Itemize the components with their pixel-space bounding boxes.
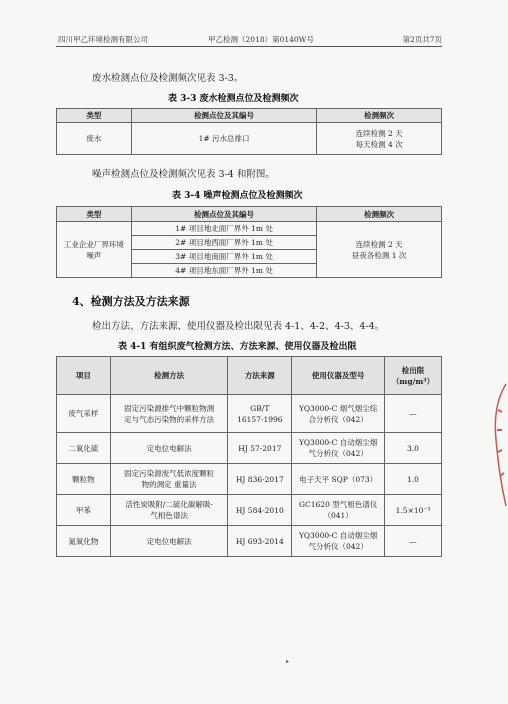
instrument-line-1: YQ3000-C 烟气烟尘综: [298, 403, 378, 413]
cell-instrument: [292, 395, 385, 433]
table-row: [57, 495, 442, 526]
cell-noise-frequency: [317, 222, 442, 278]
table-row: [57, 464, 442, 495]
cell-instrument: 电子天平 SQP（073）: [292, 464, 385, 495]
table-4-1-header-source: 方法来源: [228, 357, 292, 395]
cell-item: 甲苯: [57, 495, 111, 526]
table-3-3-header-point: 检测点位及其编号: [131, 109, 317, 123]
noise-type-line-2: 噪声: [86, 250, 102, 260]
cell-limit: 3.0: [385, 433, 442, 464]
instrument-line-1: YQ3000-C 自动烟尘烟: [298, 438, 378, 447]
cell-limit: —: [385, 526, 442, 557]
header-divider: [56, 46, 442, 47]
noise-frequency-line-2: 昼夜各检测 1 次: [351, 250, 407, 260]
table-4-1-header-method: 检测方法: [110, 357, 228, 395]
method-line-2: 定与气态污染物的采样方法: [124, 414, 215, 424]
table-row: [57, 526, 442, 557]
cell-frequency: [317, 123, 442, 155]
cell-item: 颗粒物: [57, 464, 111, 495]
cell-item: 二氧化硫: [57, 433, 111, 464]
seal-stamp-fragment: [488, 380, 508, 510]
seal-arc-icon: [488, 380, 508, 510]
instrument-line-2: 合分析仪（042）: [308, 414, 368, 424]
table-3-4-caption: 表 3-4 噪声检测点位及检测频次: [172, 191, 303, 201]
table-row: [57, 433, 442, 464]
section-4-intro: 检出方法、方法来源、使用仪器及检出限见表 4-1、4-2、4-3、4-4。: [92, 321, 385, 332]
cell-type: 废水: [57, 123, 132, 155]
limit-header-line-1: 检出限: [401, 365, 425, 375]
cell-point: 3# 项目地南面厂界外 1m 处: [131, 250, 317, 264]
noise-intro: 噪声检测点位及检测频次见表 3-4 和附图。: [92, 169, 275, 180]
frequency-line-2: 每天检测 4 次: [355, 139, 403, 149]
source-line-1: GB/T: [250, 403, 270, 413]
noise-frequency-line-1: 连续检测 2 天: [355, 239, 403, 249]
cell-limit: 1.0: [385, 464, 442, 495]
cell-method: [110, 395, 228, 433]
page-mark-icon: ▸: [286, 658, 290, 665]
cell-item: 废气采样: [57, 395, 111, 433]
cell-limit: 1.5×10⁻³: [385, 495, 442, 526]
cell-source: HJ 57-2017: [228, 433, 292, 464]
table-3-4-header-point: 检测点位及其编号: [131, 207, 317, 222]
method-line-1: 固定污染源排气中颗粒物测: [124, 403, 215, 413]
table-3-3-caption: 表 3-3 废水检测点位及检测频次: [168, 94, 299, 104]
cell-method: 定电位电解法: [110, 526, 228, 557]
instrument-line-2: （041）: [323, 511, 353, 520]
instrument-line-2: 气分析仪（042）: [308, 449, 368, 458]
header-page-number: 第2页共7页: [402, 35, 442, 44]
cell-source: [228, 395, 292, 433]
table-4-1: [56, 356, 442, 557]
method-line-1: 活性炭吸附/二硫化碳解吸-: [125, 500, 213, 509]
limit-header-line-2: （mg/m³）: [391, 376, 435, 386]
table-3-3-header-type: 类型: [57, 109, 132, 123]
instrument-line-2: 气分析仪（042）: [308, 542, 368, 551]
header-company: 四川甲乙环境检测有限公司: [58, 35, 148, 44]
cell-point: 4# 项目地东面厂界外 1m 处: [131, 264, 317, 278]
cell-instrument: [292, 433, 385, 464]
cell-source: HJ 836-2017: [228, 464, 292, 495]
cell-instrument: [292, 495, 385, 526]
cell-method: [110, 495, 228, 526]
cell-instrument: [292, 526, 385, 557]
instrument-line-1: YQ3000-C 自动烟尘烟: [298, 531, 378, 540]
table-3-4-header-frequency: 检测频次: [317, 207, 442, 222]
section-4-heading: 4、检测方法及方法来源: [72, 295, 190, 308]
table-3-3: [56, 108, 442, 155]
source-line-2: 16157-1996: [237, 414, 283, 424]
noise-type-line-1: 工业企业厂界环境: [63, 239, 124, 249]
cell-source: HJ 584-2010: [228, 495, 292, 526]
table-4-1-header-item: 项目: [57, 357, 111, 395]
table-3-4: [56, 206, 442, 278]
instrument-line-1: GC1620 型气相色谱仪: [299, 500, 378, 509]
cell-point: 2# 项目地西面厂界外 1m 处: [131, 236, 317, 250]
page-header: [58, 34, 442, 46]
method-line-2: 气相色谱法: [150, 511, 188, 520]
cell-point: 1# 项目地北面厂界外 1m 处: [131, 222, 317, 236]
method-line-2: 物的测定 重量法: [141, 480, 197, 489]
header-report-number: 甲乙检测（2018）第0140W号: [208, 35, 314, 44]
cell-item: 氮氧化物: [57, 526, 111, 557]
cell-method: 定电位电解法: [110, 433, 228, 464]
cell-point: 1# 污水总排口: [131, 123, 317, 155]
table-row: [57, 222, 442, 236]
table-4-1-header-instrument: 使用仪器及型号: [292, 357, 385, 395]
table-row: [57, 395, 442, 433]
table-3-4-header-type: 类型: [57, 207, 132, 222]
wastewater-intro: 废水检测点位及检测频次见表 3-3。: [92, 73, 244, 84]
table-4-1-header-limit: [385, 357, 442, 395]
cell-limit: —: [385, 395, 442, 433]
cell-source: HJ 693-2014: [228, 526, 292, 557]
table-3-3-header-frequency: 检测频次: [317, 109, 442, 123]
cell-method: [110, 464, 228, 495]
table-row: [57, 123, 442, 155]
table-4-1-caption: 表 4-1 有组织废气检测方法、方法来源、使用仪器及检出限: [118, 342, 357, 352]
frequency-line-1: 连续检测 2 天: [355, 128, 403, 138]
cell-noise-type: [57, 222, 132, 278]
method-line-1: 固定污染源废气低浓度颗粒: [124, 469, 215, 478]
